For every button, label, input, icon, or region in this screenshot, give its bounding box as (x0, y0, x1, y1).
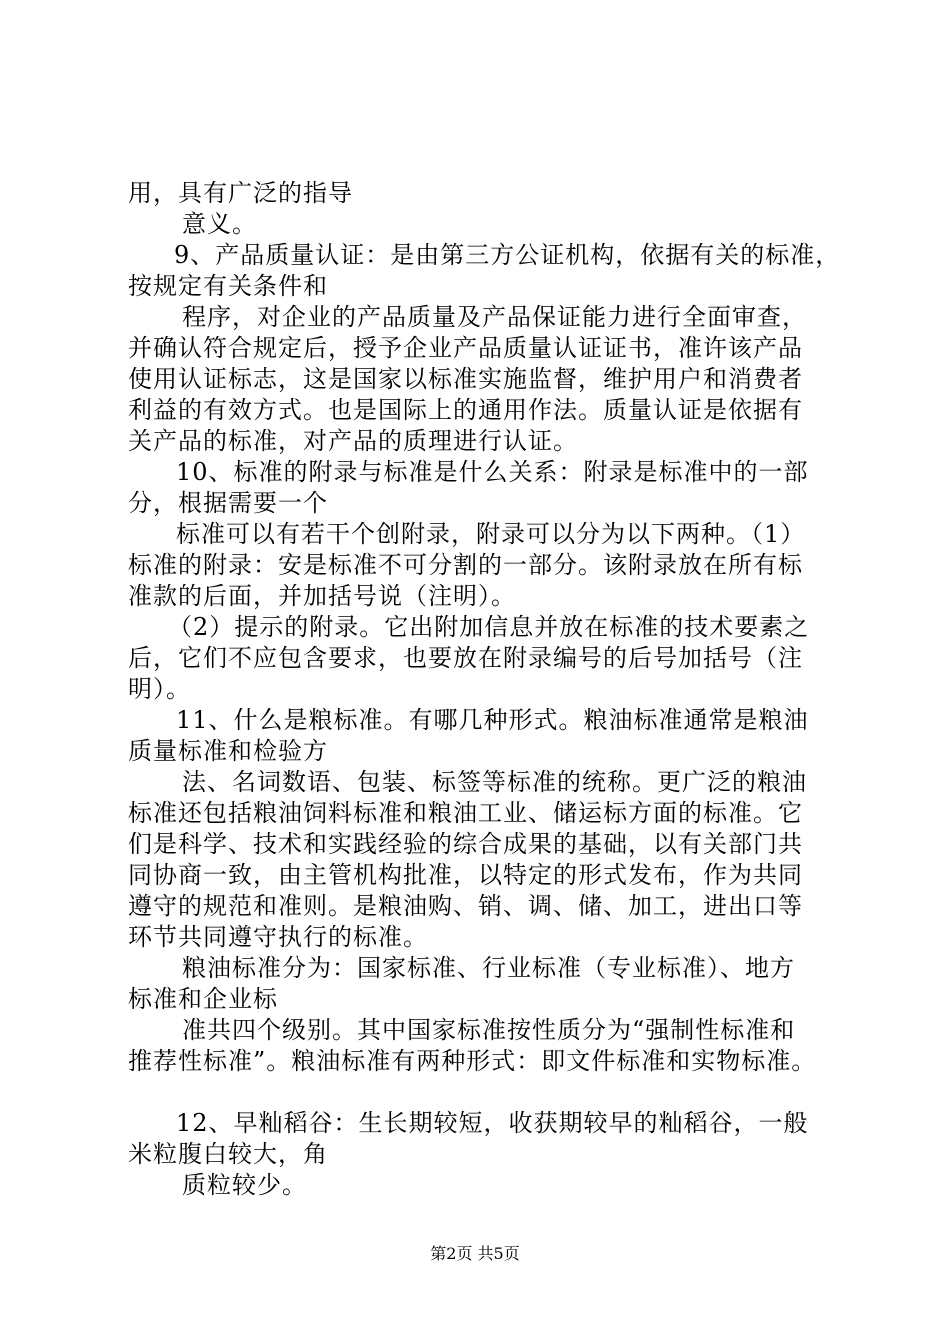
text-line: （2）提示的附录。它出附加信息并放在标准的技术要素之 (168, 613, 810, 641)
text-line: 标准和企业标 (128, 985, 278, 1013)
text-line: 标准可以有若干个创附录，附录可以分为以下两种。（1） (176, 520, 806, 548)
text-line: 用，具有广泛的指导 (128, 179, 353, 207)
text-line: 质粒较少。 (182, 1171, 307, 1199)
text-line: 准款的后面，并加括号说（注明）。 (128, 582, 516, 610)
text-line: 分，根据需要一个 (128, 489, 328, 517)
text-line: 后，它们不应包含要求，也要放在附录编号的后号加括号（注 (128, 644, 803, 672)
text-line: 并确认符合规定后，授予企业产品质量认证证书，准许该产品 (128, 334, 803, 362)
text-line: 11、什么是粮标准。有哪几种形式。粮油标准通常是粮油 (176, 706, 809, 734)
text-line: 粮油标准分为：国家标准、行业标准（专业标准）、地方 (182, 954, 795, 982)
text-line: 10、标准的附录与标准是什么关系：附录是标准中的一部 (176, 458, 809, 486)
text-line: 们是科学、技术和实践经验的综合成果的基础，以有关部门共 (128, 830, 803, 858)
text-line: 使用认证标志，这是国家以标准实施监督，维护用户和消费者 (128, 365, 803, 393)
text-line: 法、名词数语、包装、标签等标准的统称。更广泛的粮油 (182, 768, 807, 796)
page-footer: 第2页 共5页 (430, 1244, 520, 1263)
text-line: 按规定有关条件和 (128, 272, 328, 300)
text-line: 环节共同遵守执行的标准。 (128, 923, 428, 951)
text-line: 标准的附录：安是标准不可分割的一部分。该附录放在所有标 (128, 551, 803, 579)
text-line: 米粒腹白较大，角 (128, 1140, 328, 1168)
text-line: 明）。 (128, 675, 191, 703)
text-line: 准共四个级别。其中国家标准按性质分为“强制性标准和 (182, 1016, 796, 1044)
text-line: 标准还包括粮油饲料标准和粮油工业、储运标方面的标准。它 (128, 799, 803, 827)
text-line: 利益的有效方式。也是国际上的通用作法。质量认证是依据有 (128, 396, 803, 424)
text-line: 遵守的规范和准则。是粮油购、销、调、储、加工，进出口等 (128, 892, 803, 920)
text-line: 9、产品质量认证：是由第三方公证机构，依据有关的标准， (174, 241, 841, 269)
text-line: 同协商一致，由主管机构批准，以特定的形式发布，作为共同 (128, 861, 803, 889)
text-line: 12、早籼稻谷：生长期较短，收获期较早的籼稻谷，一般 (176, 1109, 809, 1137)
text-line: 关产品的标准，对产品的质理进行认证。 (128, 427, 578, 455)
text-line: 程序，对企业的产品质量及产品保证能力进行全面审查， (182, 303, 807, 331)
text-line: 推荐性标准”。粮油标准有两种形式：即文件标准和实物标准。 (128, 1047, 817, 1075)
text-line: 意义。 (182, 210, 257, 238)
text-line: 质量标准和检验方 (128, 737, 328, 765)
